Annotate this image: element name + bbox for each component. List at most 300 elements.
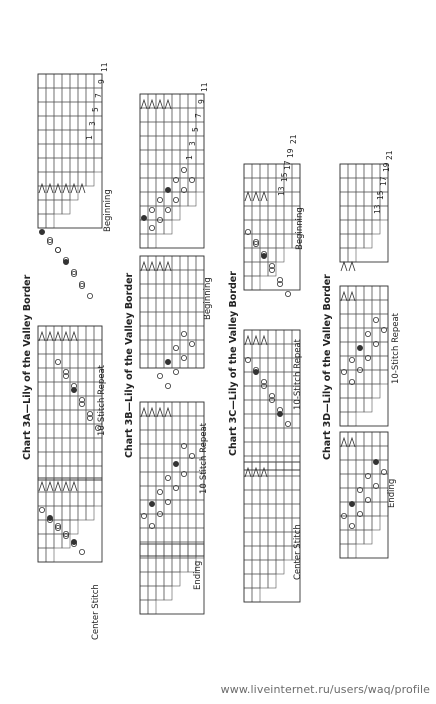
chart-cell [284,490,292,504]
chart-cell [46,438,54,452]
chart-cell [244,532,252,546]
decrease-symbol [47,482,53,491]
chart-cell [356,286,364,300]
chart-cell [140,572,148,586]
chart-cell [268,490,276,504]
chart-cell [292,490,300,504]
chart-cell [284,476,292,490]
decrease-symbol [47,184,53,193]
chart-cell [196,528,204,542]
chart-cell [356,460,364,474]
chart-cell [38,88,46,102]
chart-cell [62,396,70,410]
chart-cell [196,354,204,368]
chart-cell [148,444,156,458]
row-number: 1 [185,155,194,160]
chart-cell [46,116,54,130]
chart-a [22,62,113,640]
chart-label: 10-Stitch Repeat [293,339,303,410]
chart-cell [364,530,372,544]
row-number: 5 [91,107,100,112]
chart-cell [260,262,268,276]
chart-cell [62,492,70,506]
chart-cell [268,476,276,490]
decrease-symbol [157,408,163,417]
chart-cell [86,88,94,102]
chart-cell [340,460,348,474]
chart-title: Chart 3D—Lily of the Valley Border [322,274,333,460]
decrease-symbol [55,332,61,341]
chart-cell [252,414,260,428]
chart-cell [148,486,156,500]
yarn-over-symbol [189,341,194,346]
chart-b [124,82,213,614]
chart-cell [380,286,388,300]
chart-cell [148,354,156,368]
chart-cell [268,192,276,206]
chart-cell [140,178,148,192]
chart-cell [364,398,372,412]
chart-cell [356,530,364,544]
chart-cell [340,474,348,488]
chart-label: Center Stitch [91,584,101,640]
chart-cell [268,414,276,428]
chart-cell [70,506,78,520]
chart-cell [284,400,292,414]
chart-label: Beginning [295,207,305,250]
chart-cell [340,384,348,398]
chart-cell [180,192,188,206]
chart-cell [164,514,172,528]
chart-cell [140,136,148,150]
chart-cell [140,326,148,340]
chart-cell [292,442,300,456]
chart-cell [268,400,276,414]
row-number: 7 [94,93,103,98]
chart-cell [164,206,172,220]
bobble-symbol [173,461,178,466]
chart-cell [188,270,196,284]
chart-cell [260,192,268,206]
chart-cell [340,488,348,502]
chart-cell [364,502,372,516]
chart-cell [284,456,292,470]
yarn-over-symbol [173,197,178,202]
chart-cell [380,432,388,446]
chart-cell [180,528,188,542]
chart-cell [86,368,94,382]
yarn-over-symbol [269,267,274,272]
chart-cell [78,158,86,172]
chart-cell [244,234,252,248]
chart-cell [196,150,204,164]
chart-cell [356,370,364,384]
chart-cell [356,192,364,206]
chart-cell [164,572,172,586]
chart-cell [70,438,78,452]
decrease-symbol [63,184,69,193]
chart-cell [380,370,388,384]
chart-cell [276,490,284,504]
chart-cell [70,340,78,354]
chart-cell [180,430,188,444]
chart-cell [244,490,252,504]
yarn-over-symbol [39,507,44,512]
bobble-symbol [373,459,378,464]
chart-title: Chart 3C—Lily of the Valley Border [228,271,239,456]
chart-cell [276,330,284,344]
decrease-symbol [165,100,171,109]
chart-cell [46,200,54,214]
chart-cell [340,192,348,206]
chart-cell [38,340,46,354]
chart-cell [148,430,156,444]
yarn-over-symbol [373,317,378,322]
chart-cell [54,74,62,88]
chart-cell [196,326,204,340]
decrease-symbol [149,262,155,271]
chart-cell [292,456,300,470]
chart-cell [54,492,62,506]
row-number: 3 [188,141,197,146]
chart-cell [164,164,172,178]
bobble-symbol [349,501,354,506]
chart-cell [276,442,284,456]
chart-cell [62,116,70,130]
chart-cell [148,472,156,486]
chart-cell [284,462,292,476]
chart-cell [86,158,94,172]
chart-cell [140,416,148,430]
chart-cell [148,416,156,430]
yarn-over-symbol [285,291,290,296]
chart-cell [38,214,46,228]
chart-cell [78,74,86,88]
chart-cell [364,460,372,474]
chart-cell [292,164,300,178]
decrease-symbol [63,482,69,491]
chart-cell [244,386,252,400]
chart-cell [164,430,172,444]
chart-cell [348,516,356,530]
chart-cell [148,586,156,600]
chart-cell [292,476,300,490]
chart-cell [172,354,180,368]
chart-cell [78,506,86,520]
chart-cell [340,356,348,370]
yarn-over-symbol [165,383,170,388]
bobble-symbol [47,515,52,520]
chart-cell [78,116,86,130]
chart-cell [276,206,284,220]
chart-cell [156,136,164,150]
yarn-over-symbol [349,523,354,528]
chart-cell [252,192,260,206]
chart-cell [70,410,78,424]
chart-cell [268,344,276,358]
chart-cell [380,300,388,314]
chart-cell [156,122,164,136]
yarn-over-symbol [63,373,68,378]
chart-cell [364,164,372,178]
chart-cell [188,192,196,206]
row-number: 1 [85,135,94,140]
chart-cell [268,532,276,546]
chart-cell [38,102,46,116]
chart-cell [252,400,260,414]
chart-cell [244,262,252,276]
chart-cell [284,330,292,344]
row-number: 21 [385,150,394,160]
decrease-symbol [349,292,355,301]
chart-cell [268,518,276,532]
chart-cell [260,344,268,358]
chart-cell [46,88,54,102]
chart-label: Beginning [103,189,113,232]
chart-cell [46,354,54,368]
chart-cell [148,298,156,312]
chart-cell [284,518,292,532]
chart-cell [156,150,164,164]
chart-cell [268,372,276,386]
chart-cell [148,528,156,542]
chart-cell [348,192,356,206]
chart-cell [62,340,70,354]
chart-cell [244,206,252,220]
chart-cell [172,472,180,486]
chart-cell [156,340,164,354]
yarn-over-symbol [173,345,178,350]
chart-cell [244,476,252,490]
chart-cell [356,516,364,530]
yarn-over-symbol [87,293,92,298]
chart-cell [268,442,276,456]
bobble-symbol [165,187,170,192]
chart-cell [54,506,62,520]
chart-cell [276,358,284,372]
yarn-over-symbol [79,401,84,406]
chart-cell [46,382,54,396]
chart-cell [140,458,148,472]
chart-cell [260,428,268,442]
chart-cell [372,384,380,398]
yarn-over-symbol [181,355,186,360]
bobble-symbol [71,539,76,544]
chart-cell [364,370,372,384]
bobble-symbol [141,215,146,220]
yarn-over-symbol [157,197,162,202]
chart-cell [164,312,172,326]
chart-cell [54,382,62,396]
chart-cell [340,398,348,412]
chart-cell [260,372,268,386]
row-number: 3 [88,121,97,126]
chart-cell [148,234,156,248]
chart-cell [46,452,54,466]
chart-cell [260,386,268,400]
chart-cell [244,588,252,602]
chart-cell [172,514,180,528]
chart-grid-block [340,432,388,558]
yarn-over-symbol [165,207,170,212]
chart-cell [364,342,372,356]
chart-cell [356,234,364,248]
decrease-symbol [261,336,267,345]
chart-cell [46,534,54,548]
chart-cell [348,356,356,370]
chart-cell [54,534,62,548]
chart-cell [78,102,86,116]
chart-cell [188,500,196,514]
chart-cell [164,558,172,572]
chart-title: Chart 3A—Lily of the Valley Border [22,274,33,460]
chart-cell [78,368,86,382]
chart-cell [86,74,94,88]
chart-cell [94,130,102,144]
chart-cell [188,402,196,416]
chart-cell [70,354,78,368]
chart-cell [62,158,70,172]
chart-cell [276,476,284,490]
chart-cell [284,504,292,518]
chart-cell [78,326,86,340]
chart-cell [140,600,148,614]
decrease-symbol [245,468,251,477]
chart-cell [54,438,62,452]
row-number: 15 [280,172,289,182]
chart-cell [164,458,172,472]
decrease-symbol [165,408,171,417]
chart-cell [46,548,54,562]
chart-cell [260,560,268,574]
chart-cell [260,206,268,220]
chart-cell [38,506,46,520]
chart-cell [276,518,284,532]
chart-cell [364,220,372,234]
chart-cell [348,530,356,544]
chart-cell [252,588,260,602]
chart-cell [54,424,62,438]
chart-cell [164,192,172,206]
chart-cell [260,400,268,414]
chart-cell [172,416,180,430]
chart-cell [188,354,196,368]
chart-cell [62,520,70,534]
chart-cell [244,248,252,262]
chart-cell [284,206,292,220]
chart-cell [340,516,348,530]
chart-cell [276,248,284,262]
chart-cell [284,414,292,428]
chart-cell [364,516,372,530]
chart-cell [244,560,252,574]
chart-cell [172,558,180,572]
chart-cell [156,444,164,458]
chart-cell [148,136,156,150]
chart-cell [78,410,86,424]
chart-cell [340,446,348,460]
chart-cell [292,192,300,206]
chart-cell [38,396,46,410]
chart-cell [252,164,260,178]
chart-cell [54,130,62,144]
chart-cell [284,442,292,456]
chart-cell [38,74,46,88]
chart-cell [260,532,268,546]
chart-cell [70,158,78,172]
decrease-symbol [141,100,147,109]
chart-cell [244,192,252,206]
yarn-over-symbol [349,357,354,362]
chart-cell [70,368,78,382]
chart-cell [78,382,86,396]
chart-cell [252,220,260,234]
chart-cell [180,284,188,298]
chart-cell [276,234,284,248]
chart-cell [372,286,380,300]
chart-cell [54,200,62,214]
chart-cell [70,88,78,102]
decrease-symbol [245,336,251,345]
chart-cell [268,546,276,560]
chart-cell [140,472,148,486]
chart-cell [70,396,78,410]
chart-cell [188,164,196,178]
chart-cell [340,412,348,426]
chart-label: 10-Stitch Repeat [199,423,209,494]
chart-cell [140,354,148,368]
chart-cell [172,108,180,122]
chart-cell [54,368,62,382]
chart-cell [276,344,284,358]
chart-cell [276,428,284,442]
yarn-over-symbol [55,359,60,364]
chart-cell [156,312,164,326]
chart-cell [156,558,164,572]
chart-cell [156,270,164,284]
chart-cell [284,546,292,560]
chart-cell [268,560,276,574]
chart-cell [164,528,172,542]
chart-cell [46,144,54,158]
chart-cell [148,340,156,354]
chart-cell [340,164,348,178]
chart-cell [276,560,284,574]
chart-cell [380,446,388,460]
chart-cell [148,150,156,164]
chart-cell [348,234,356,248]
chart-cell [156,284,164,298]
chart-cell [284,386,292,400]
chart-cell [38,382,46,396]
chart-cell [38,548,46,562]
chart-cell [260,490,268,504]
chart-cell [356,474,364,488]
chart-cell [38,354,46,368]
chart-label: Ending [387,478,397,508]
chart-cell [284,358,292,372]
chart-cell [340,178,348,192]
chart-cell [364,192,372,206]
chart-cell [180,298,188,312]
chart-grid-block [38,74,102,228]
chart-cell [340,234,348,248]
chart-cell [260,220,268,234]
chart-cell [156,514,164,528]
chart-cell [140,486,148,500]
chart-cell [148,192,156,206]
chart-cell [156,178,164,192]
